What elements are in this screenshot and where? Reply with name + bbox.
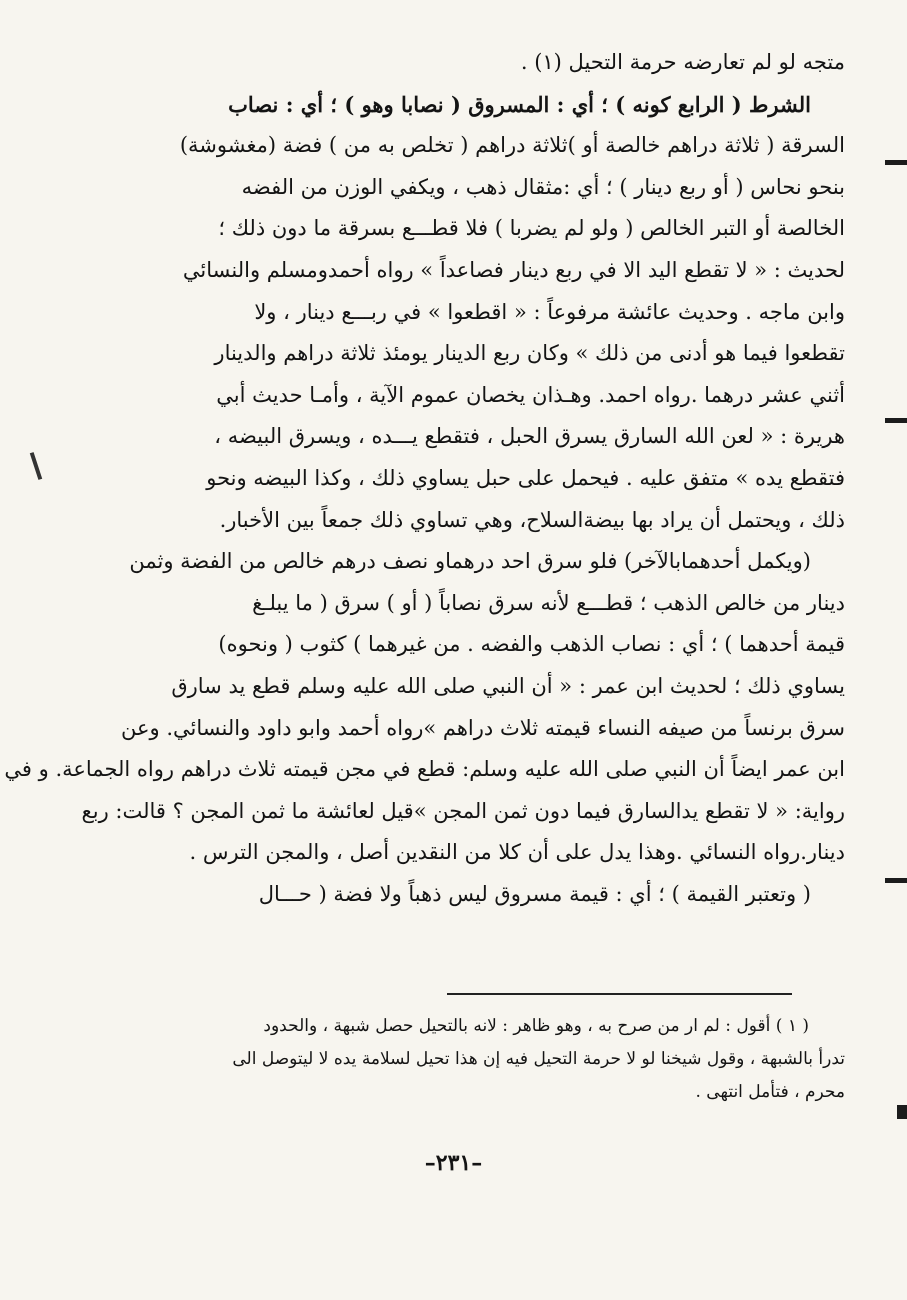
- text-line: لحديث : « لا تقطع اليد الا في ربع دينار فصاعداً » رواه أحمدومسلم والنسائي: [182, 257, 845, 282]
- footnote: [145, 1010, 845, 1109]
- margin-mark: [885, 160, 907, 165]
- text-line: متجه لو لم تعارضه حرمة التحيل (١) .: [520, 50, 845, 74]
- main-text: [4, 42, 845, 915]
- text-line: وابن ماجه . وحديث عائشة مرفوعاً : « اقطعوا » في ربـــع دينار ، ولا: [254, 299, 845, 324]
- footnote-line: تدرأ بالشبهة ، وقول شيخنا لو لا حرمة التحيل فيه إن هذا تحيل لسلامة يده لا ليتوصل الى: [232, 1049, 845, 1069]
- text-line: يساوي ذلك ؛ لحديث ابن عمر : « أن النبي صلى الله عليه وسلم قطع يد سارق: [171, 673, 845, 698]
- text-line: سرق برنساً من صيفه النساء قيمته ثلاث دراهم »رواه أحمد وابو داود والنسائي. وعن: [121, 715, 845, 740]
- text-line: ذلك ، ويحتمل أن يراد بها بيضةالسلاح، وهي تساوي ذلك جمعاً بين الأخبار.: [219, 507, 845, 532]
- text-line: تقطعوا فيما هو أدنى من ذلك » وكان ربع الدينار يومئذ ثلاثة دراهم والدينار: [214, 341, 845, 366]
- text-line: ( وتعتبر القيمة ) ؛ أي : قيمة مسروق ليس ذهباً ولا فضة ( حـــال: [258, 881, 811, 906]
- footnote-line: ( ١ ) أقول : لم ار من صرح به ، وهو ظاهر : لانه بالتحيل حصل شبهة ، والحدود: [263, 1016, 809, 1036]
- text-line: الخالصة أو التبر الخالص ( ولو لم يضربا ) فلا قطـــع بسرقة ما دون ذلك ؛: [218, 216, 845, 241]
- footnote-separator: [447, 993, 792, 995]
- text-line: هريرة : « لعن الله السارق يسرق الحبل ، فتقطع يـــده ، ويسرق البيضه ،: [214, 424, 845, 449]
- margin-mark: [885, 878, 907, 883]
- footnote-line: محرم ، فتأمل انتهى .: [695, 1082, 845, 1102]
- text-line: دينار.رواه النسائي .وهذا يدل على أن كلا من النقدين أصل ، والمجن الترس .: [189, 840, 845, 865]
- text-line: رواية: « لا تقطع يدالسارق فيما دون ثمن المجن »قيل لعائشة ما ثمن المجن ؟ قالت: ربع: [81, 798, 845, 823]
- text-line: فتقطع يده » متفق عليه . فيحمل على حبل يساوي ذلك ، وكذا البيضه ونحو: [206, 465, 845, 490]
- page-number: –٢٣١–: [424, 1150, 483, 1176]
- text-line: الشرط ( الرابع كونه ) ؛ أي : المسروق ( نصابا وهو ) ؛ أي : نصاب: [228, 91, 811, 117]
- text-line: (ويكمل أحدهمابالآخر) فلو سرق احد درهماو نصف درهم خالص من الفضة وثمن: [129, 549, 811, 574]
- text-line: دينار من خالص الذهب ؛ قطـــع لأنه سرق نصاباً ( أو ) سرق ( ما يبلـغ: [252, 590, 845, 615]
- margin-tick: [30, 452, 42, 480]
- margin-mark: [885, 418, 907, 423]
- margin-mark: [897, 1105, 907, 1119]
- text-line: قيمة أحدهما ) ؛ أي : نصاب الذهب والفضه . من غيرهما ) كثوب ( ونحوه): [218, 632, 845, 657]
- text-line: أثني عشر درهما .رواه احمد. وهـذان يخصان عموم الآية ، وأمـا حديث أبي: [216, 382, 845, 407]
- text-line: بنحو نحاس ( أو ربع دينار ) ؛ أي :مثقال ذهب ، ويكفي الوزن من الفضه: [241, 174, 845, 199]
- text-line: السرقة ( ثلاثة دراهم خالصة أو )ثلاثة دراهم ( تخلص به من ) فضة (مغشوشة): [179, 133, 845, 158]
- text-line: ابن عمر ايضاً أن النبي صلى الله عليه وسلم: قطع في مجن قيمته ثلاث دراهم رواه الجماعة. و في: [4, 757, 845, 782]
